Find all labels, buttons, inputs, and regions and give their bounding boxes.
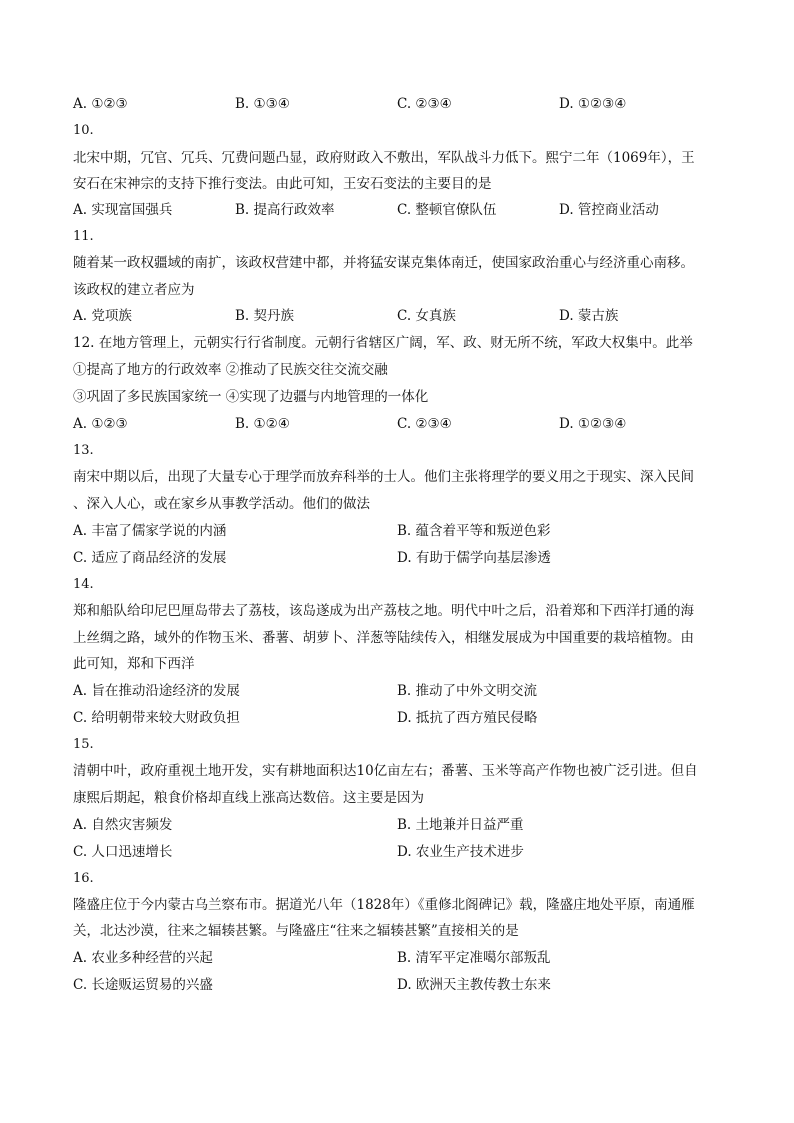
q9-option-c[interactable]: C. ②③④	[397, 96, 452, 112]
q14-options-row-1	[73, 681, 723, 701]
q13-stem-line-1: 南宋中期以后，出现了大量专心于理学而放弃科举的士人。他们主张将理学的要义用之于现实、深入民间	[73, 469, 694, 485]
q15-option-c[interactable]: C. 人口迅速增长	[73, 844, 173, 860]
q16-option-b[interactable]: B. 清军平定准噶尔部叛乱	[397, 950, 551, 966]
q16-stem-line-1: 隆盛庄位于今内蒙古乌兰察布市。据道光八年（1828年）《重修北阁碑记》载，隆盛庄地处平原，南通雁	[73, 897, 695, 913]
q10-stem-line-2: 安石在宋神宗的支持下推行变法。由此可知，王安石变法的主要目的是	[73, 176, 492, 192]
q12-stem-line-1: 12. 在地方管理上，元朝实行行省制度。元朝行省辖区广阔，军、政、财无所不统，军政大权集中。此举	[73, 335, 693, 351]
q11-number: 11.	[73, 229, 94, 244]
q14-option-b[interactable]: B. 推动了中外文明交流	[397, 683, 538, 699]
q15-option-b[interactable]: B. 土地兼并日益严重	[397, 817, 524, 833]
q16-number: 16.	[73, 871, 94, 886]
q16-option-a[interactable]: A. 农业多种经营的兴起	[73, 950, 213, 966]
q12-stem-line-3: ③巩固了多民族国家统一 ④实现了边疆与内地管理的一体化	[73, 389, 429, 405]
q15-option-d[interactable]: D. 农业生产技术进步	[397, 844, 524, 860]
q9-options	[73, 94, 723, 114]
q16-option-c[interactable]: C. 长途贩运贸易的兴盛	[73, 977, 213, 993]
q14-option-d[interactable]: D. 抵抗了西方殖民侵略	[397, 710, 538, 726]
q15-options-row-1	[73, 815, 723, 835]
q11-option-d[interactable]: D. 蒙古族	[559, 308, 619, 324]
q13-option-c[interactable]: C. 适应了商品经济的发展	[73, 550, 227, 566]
q14-option-a[interactable]: A. 旨在推动沿途经济的发展	[73, 683, 240, 699]
q12-options	[73, 414, 723, 434]
q12-stem-line-2: ①提高了地方的行政效率 ②推动了民族交往交流交融	[73, 362, 388, 378]
q14-stem-line-1: 郑和船队给印尼巴厘岛带去了荔枝，该岛遂成为出产荔枝之地。明代中叶之后，沿着郑和下西洋打通的海	[73, 603, 694, 619]
q16-stem-line-2: 关，北达沙漠，往来之辐辏甚繁。与隆盛庄“往来之辐辏甚繁”直接相关的是	[73, 923, 519, 939]
q11-option-b[interactable]: B. 契丹族	[235, 308, 295, 324]
q14-options-row-2	[73, 708, 723, 728]
q13-number: 13.	[73, 443, 94, 458]
q15-options-row-2	[73, 842, 723, 862]
q10-option-b[interactable]: B. 提高行政效率	[235, 202, 335, 218]
q10-option-c[interactable]: C. 整顿官僚队伍	[397, 202, 497, 218]
q13-option-b[interactable]: B. 蕴含着平等和叛逆色彩	[397, 523, 551, 539]
q13-options-row-2	[73, 548, 723, 568]
q9-option-d[interactable]: D. ①②③④	[559, 96, 627, 112]
q15-stem-line-2: 康熙后期起，粮食价格却直线上涨高达数倍。这主要是因为	[73, 790, 424, 806]
q11-option-a[interactable]: A. 党项族	[73, 308, 132, 324]
q9-option-b[interactable]: B. ①③④	[235, 96, 290, 112]
q12-option-c[interactable]: C. ②③④	[397, 416, 452, 432]
q10-options	[73, 200, 723, 220]
q16-option-d[interactable]: D. 欧洲天主教传教士东来	[397, 977, 551, 993]
q12-option-d[interactable]: D. ①②③④	[559, 416, 627, 432]
q15-number: 15.	[73, 737, 94, 752]
q11-options	[73, 306, 723, 326]
q10-stem-line-1: 北宋中期，冗官、冗兵、冗费问题凸显，政府财政入不敷出，军队战斗力低下。熙宁二年（1069年），王	[73, 150, 695, 166]
q14-number: 14.	[73, 577, 94, 592]
q13-option-d[interactable]: D. 有助于儒学向基层渗透	[397, 550, 551, 566]
q13-stem-line-2: 、深入人心，或在家乡从事教学活动。他们的做法	[73, 496, 370, 512]
q12-option-b[interactable]: B. ①②④	[235, 416, 290, 432]
q16-options-row-1	[73, 948, 723, 968]
q15-stem-line-1: 清朝中叶，政府重视土地开发，实有耕地面积达10亿亩左右；番薯、玉米等高产作物也被广泛引进。但自	[73, 763, 698, 779]
q10-option-d[interactable]: D. 管控商业活动	[559, 202, 659, 218]
q11-option-c[interactable]: C. 女真族	[397, 308, 456, 324]
q10-option-a[interactable]: A. 实现富国强兵	[73, 202, 173, 218]
q13-options-row-1	[73, 521, 723, 541]
q11-stem-line-2: 该政权的建立者应为	[73, 282, 195, 298]
q14-option-c[interactable]: C. 给明朝带来较大财政负担	[73, 710, 240, 726]
q15-option-a[interactable]: A. 自然灾害频发	[73, 817, 173, 833]
q9-option-a[interactable]: A. ①②③	[73, 96, 128, 112]
q12-option-a[interactable]: A. ①②③	[73, 416, 128, 432]
q14-stem-line-3: 此可知，郑和下西洋	[73, 656, 195, 672]
q11-stem-line-1: 随着某一政权疆域的南扩，该政权营建中都，并将猛安谋克集体南迁，使国家政治重心与经济重心南移。	[73, 255, 694, 271]
q16-options-row-2	[73, 975, 723, 995]
q13-option-a[interactable]: A. 丰富了儒家学说的内涵	[73, 523, 227, 539]
q14-stem-line-2: 上丝绸之路，域外的作物玉米、番薯、胡萝卜、洋葱等陆续传入，相继发展成为中国重要的栽培植物。由	[73, 630, 694, 646]
q10-number: 10.	[73, 123, 94, 138]
